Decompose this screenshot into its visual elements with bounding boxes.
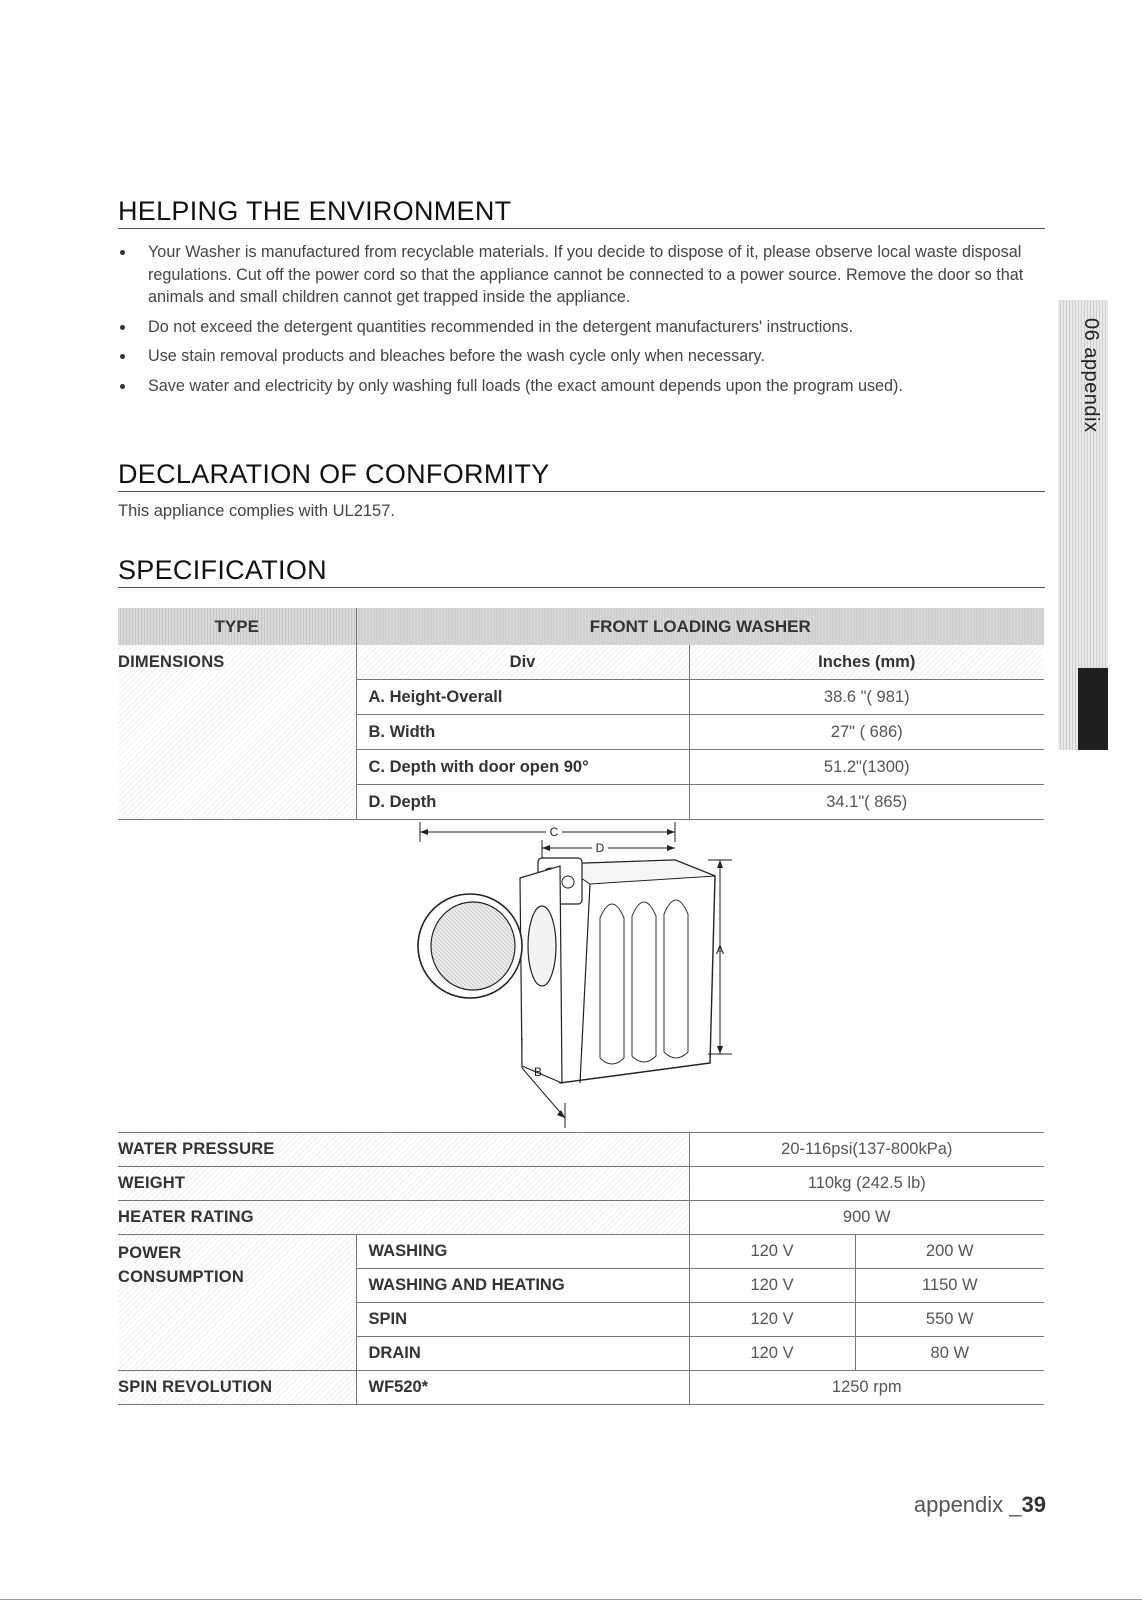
table-row: POWER CONSUMPTION WASHING 120 V 200 W	[118, 1235, 1044, 1269]
table-row: D. Depth 34.1"( 865)	[118, 785, 1044, 820]
list-item: Save water and electricity by only washing full loads (the exact amount depends upon the program used).	[118, 375, 1038, 398]
table-row	[118, 1167, 1044, 1201]
side-tab-marker	[1078, 668, 1108, 750]
environment-list	[118, 241, 1038, 404]
type-header: TYPE	[118, 608, 356, 645]
list-item: Do not exceed the detergent quantities recommended in the detergent manufacturers' instructions.	[118, 316, 1038, 339]
spin-value: 1250 rpm	[689, 1371, 1044, 1405]
unit-header: Inches (mm)	[689, 645, 1044, 680]
heater-rating-label: HEATER RATING	[118, 1208, 254, 1226]
specs-table	[118, 1132, 1044, 1405]
environment-title: HELPING THE ENVIRONMENT	[118, 196, 1045, 229]
label-d: D	[595, 841, 605, 855]
table-row: A. Height-Overall 38.6 "( 981)	[118, 680, 1044, 715]
page-number: 39	[1021, 1492, 1046, 1517]
table-row: WASHING AND HEATING 120 V 1150 W	[118, 1269, 1044, 1303]
water-pressure-label: WATER PRESSURE	[118, 1140, 275, 1158]
label-c: C	[549, 825, 559, 839]
list-item: Your Washer is manufactured from recyclable materials. If you decide to dispose of it, please observe local waste disposal regulations. Cut off the power cord so that the appliance cannot be connected to a power source. Remove the door so that animals and small children cannot get trapped inside the appliance.	[118, 241, 1038, 309]
model-header: FRONT LOADING WASHER	[356, 608, 1044, 645]
dimensions-label: DIMENSIONS	[118, 653, 225, 671]
footer-section: appendix _	[913, 1492, 1022, 1517]
table-row: SPIN 120 V 550 W	[118, 1303, 1044, 1337]
label-b: B	[533, 1065, 543, 1079]
declaration-title: DECLARATION OF CONFORMITY	[118, 459, 1045, 492]
declaration-text: This appliance complies with UL2157.	[118, 502, 395, 520]
dimensions-table	[118, 608, 1044, 820]
heater-rating-value: 900 W	[689, 1201, 1044, 1235]
table-row	[118, 1371, 1044, 1405]
div-header: Div	[356, 645, 689, 680]
table-row: B. Width 27" ( 686)	[118, 715, 1044, 750]
spin-label: SPIN REVOLUTION	[118, 1378, 273, 1396]
list-item: Use stain removal products and bleaches before the wash cycle only when necessary.	[118, 345, 1038, 368]
washer-diagram	[410, 818, 740, 1130]
table-row	[118, 1201, 1044, 1235]
table-row: DRAIN 120 V 80 W	[118, 1337, 1044, 1371]
weight-value: 110kg (242.5 lb)	[689, 1167, 1044, 1201]
weight-label: WEIGHT	[118, 1174, 186, 1192]
power-label-line1: POWER	[118, 1244, 182, 1262]
table-row	[118, 1133, 1044, 1167]
label-a: A	[715, 943, 725, 957]
water-pressure-value: 20-116psi(137-800kPa)	[689, 1133, 1044, 1167]
table-row: C. Depth with door open 90° 51.2"(1300)	[118, 750, 1044, 785]
divider	[0, 1599, 1142, 1600]
page-footer	[914, 1492, 1046, 1518]
specification-title: SPECIFICATION	[118, 555, 1045, 588]
power-label-line2: CONSUMPTION	[118, 1268, 244, 1286]
side-tab-label: 06 appendix	[1080, 318, 1102, 433]
spin-model: WF520*	[356, 1371, 689, 1405]
